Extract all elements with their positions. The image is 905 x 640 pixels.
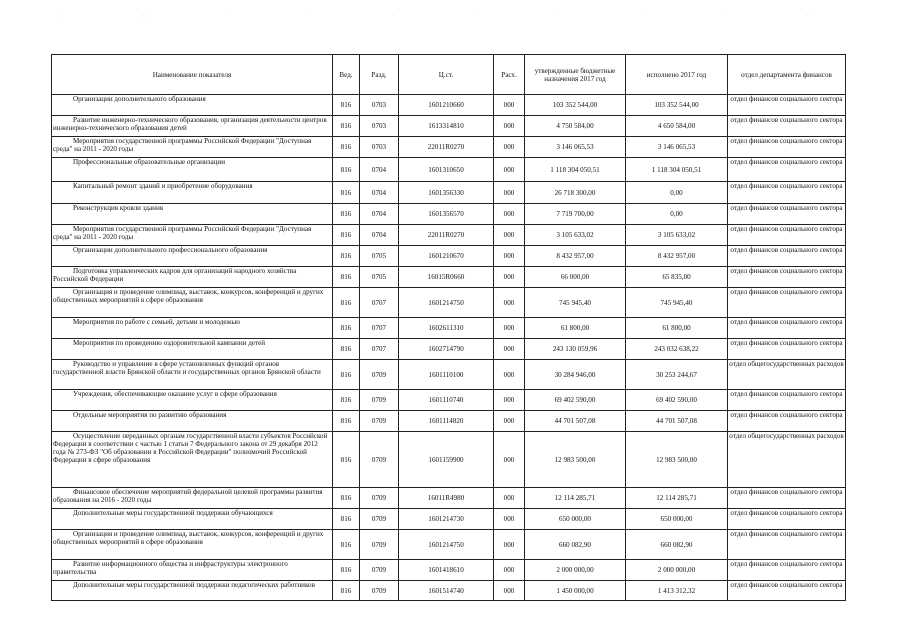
row-razd: 0704 [360,182,399,204]
row-rash: 000 [494,246,525,267]
row-rash: 000 [494,158,525,182]
row-approved: 69 402 590,00 [525,390,626,411]
row-approved: 2 000 000,00 [525,560,626,581]
row-rash: 000 [494,267,525,288]
row-ved: 816 [333,225,360,246]
row-name [52,288,333,318]
table-row [52,488,846,509]
table-row [52,95,846,116]
row-rash: 000 [494,488,525,509]
row-name [52,225,333,246]
row-dept: отдел финансов социального сектора [728,288,846,318]
row-approved: 660 082,90 [525,530,626,560]
row-razd: 0709 [360,509,399,530]
row-dept: отдел общегосударственных расходов [728,432,846,488]
row-cst: 1601159900 [399,432,494,488]
row-ved: 816 [333,509,360,530]
table-row [52,182,846,204]
table-row [52,581,846,601]
row-executed: 3 146 065,53 [626,137,728,158]
row-approved: 243 130 059,96 [525,339,626,360]
row-name-text: Развитие информационного общества и инфраструктуры электронного правительства [53,560,288,576]
row-dept: отдел финансов социального сектора [728,488,846,509]
row-cst: 1601310650 [399,158,494,182]
row-approved: 66 000,00 [525,267,626,288]
row-cst: 16015R0660 [399,267,494,288]
row-approved: 103 352 544,00 [525,95,626,116]
row-razd: 0707 [360,339,399,360]
table-row [52,360,846,390]
row-name [52,530,333,560]
table-row [52,530,846,560]
row-name-text: Организация и проведение олимпиад, выставок, конкурсов, конференций и других общественных мероприятий в сфере образования [53,288,324,304]
row-rash: 000 [494,137,525,158]
row-executed: 103 352 544,00 [626,95,728,116]
row-cst: 1601110100 [399,360,494,390]
row-approved: 1 450 000,00 [525,581,626,601]
row-approved: 745 945,40 [525,288,626,318]
row-razd: 0709 [360,581,399,601]
row-name [52,432,333,488]
row-ved: 816 [333,137,360,158]
row-ved: 816 [333,116,360,137]
row-ved: 816 [333,360,360,390]
row-executed: 2 000 000,00 [626,560,728,581]
row-ved: 816 [333,246,360,267]
row-ved: 816 [333,158,360,182]
row-dept: отдел финансов социального сектора [728,318,846,339]
row-cst: 1601110740 [399,390,494,411]
row-name-text: Развитие инженерно-технического образования, организация деятельности центров инженерно-технического образования детей [53,116,327,132]
row-ved: 816 [333,560,360,581]
row-cst: 1601214750 [399,530,494,560]
row-executed: 12 114 285,71 [626,488,728,509]
row-cst: 1601114820 [399,411,494,432]
row-name [52,488,333,509]
row-name-text: Дополнительные меры государственной поддержки педагогических работников [73,581,315,589]
row-approved: 650 000,00 [525,509,626,530]
row-razd: 0709 [360,432,399,488]
row-ved: 816 [333,267,360,288]
table-row [52,432,846,488]
table-row [52,246,846,267]
scan-artifact-dots: . . . . . . . . . . . . [60,12,849,24]
row-rash: 000 [494,530,525,560]
row-ved: 816 [333,581,360,601]
row-ved: 816 [333,318,360,339]
row-razd: 0709 [360,360,399,390]
row-dept: отдел общегосударственных расходов [728,360,846,390]
row-dept: отдел финансов социального сектора [728,390,846,411]
row-approved: 1 118 304 050,51 [525,158,626,182]
row-executed: 12 983 500,00 [626,432,728,488]
row-cst: 1601214750 [399,288,494,318]
row-razd: 0705 [360,267,399,288]
row-name [52,246,333,267]
row-name [52,158,333,182]
row-ved: 816 [333,411,360,432]
header-name: Наименование показателя [52,55,333,95]
row-name-text: Профессиональные образовательные организации [73,158,226,166]
row-name-text: Мероприятия по работе с семьей, детьми и молодежью [73,318,240,326]
row-rash: 000 [494,360,525,390]
row-rash: 000 [494,182,525,204]
row-name-text: Реконструкция кровли здания [73,204,164,212]
row-name [52,267,333,288]
row-ved: 816 [333,339,360,360]
header-dept: отдел департамента финансов [728,55,846,95]
row-rash: 000 [494,95,525,116]
row-rash: 000 [494,225,525,246]
header-approved: утвержденные бюджетные назначения 2017 год [525,55,626,95]
row-rash: 000 [494,116,525,137]
row-approved: 26 718 300,00 [525,182,626,204]
row-dept: отдел финансов социального сектора [728,204,846,225]
row-razd: 0709 [360,560,399,581]
row-name-text: Мероприятия государственной программы Российской Федерации "Доступная среда" на 2011 - 2020 годы [53,225,312,241]
row-approved: 3 105 633,02 [525,225,626,246]
table-row [52,158,846,182]
table-row [52,116,846,137]
row-rash: 000 [494,288,525,318]
budget-document [51,54,846,601]
row-dept: отдел финансов социального сектора [728,116,846,137]
table-row [52,267,846,288]
row-name [52,182,333,204]
row-dept: отдел финансов социального сектора [728,411,846,432]
row-razd: 0709 [360,530,399,560]
row-name [52,116,333,137]
row-approved: 30 284 946,00 [525,360,626,390]
row-razd: 0704 [360,204,399,225]
row-approved: 12 114 285,71 [525,488,626,509]
row-razd: 0703 [360,116,399,137]
row-dept: отдел финансов социального сектора [728,530,846,560]
row-name [52,137,333,158]
row-executed: 660 082,90 [626,530,728,560]
row-razd: 0707 [360,288,399,318]
row-name-text: Организации дополнительного профессионального образования [73,246,268,254]
row-name-text: Руководство и управление в сфере установленных функций органов государственной власти Брянской области и государственных органов Брянской области [53,360,321,376]
row-cst: 22011R0270 [399,225,494,246]
table-row [52,288,846,318]
table-row [52,137,846,158]
row-executed: 1 118 304 050,51 [626,158,728,182]
row-cst: 1602714790 [399,339,494,360]
row-name [52,560,333,581]
row-razd: 0704 [360,225,399,246]
header-executed: исполнено 2017 год [626,55,728,95]
row-name-text: Осуществление переданных органам государственной власти субъектов Российской Федерации в соответствии с частью 1 статьи 7 Федерального закона от 29 декабря 2012 года № 273-ФЗ "Об образовании в Российской Федерации" полномочий Российской Федерации в сфере образования [53,432,328,464]
row-razd: 0703 [360,137,399,158]
row-executed: 44 701 507,08 [626,411,728,432]
row-executed: 4 650 584,00 [626,116,728,137]
row-cst: 1601514740 [399,581,494,601]
row-cst: 1601356330 [399,182,494,204]
row-name-text: Мероприятия по проведению оздоровительной кампании детей [73,339,266,347]
row-rash: 000 [494,204,525,225]
row-approved: 4 750 584,00 [525,116,626,137]
row-executed: 3 105 633,02 [626,225,728,246]
row-cst: 1601356570 [399,204,494,225]
row-razd: 0709 [360,411,399,432]
row-cst: 1601214730 [399,509,494,530]
row-dept: отдел финансов социального сектора [728,560,846,581]
table-row [52,560,846,581]
row-name [52,318,333,339]
header-cst: Ц.ст. [399,55,494,95]
table-row [52,225,846,246]
row-executed: 8 432 957,00 [626,246,728,267]
row-rash: 000 [494,390,525,411]
row-executed: 69 402 590,00 [626,390,728,411]
row-razd: 0709 [360,488,399,509]
table-header-row [52,55,846,95]
row-rash: 000 [494,432,525,488]
row-executed: 61 800,00 [626,318,728,339]
row-dept: отдел финансов социального сектора [728,137,846,158]
header-razd: Разд. [360,55,399,95]
table-row [52,204,846,225]
row-dept: отдел финансов социального сектора [728,581,846,601]
row-razd: 0707 [360,318,399,339]
row-cst: 1602611310 [399,318,494,339]
row-approved: 3 146 065,53 [525,137,626,158]
row-cst: 22011R0270 [399,137,494,158]
row-rash: 000 [494,318,525,339]
row-approved: 44 701 507,08 [525,411,626,432]
row-name-text: Отдельные мероприятия по развитию образования [73,411,227,419]
row-executed: 30 253 244,67 [626,360,728,390]
table-row [52,411,846,432]
row-name-text: Дополнительные меры государственной поддержки обучающихся [73,509,273,517]
row-dept: отдел финансов социального сектора [728,225,846,246]
table-row [52,390,846,411]
row-ved: 816 [333,204,360,225]
row-executed: 745 945,40 [626,288,728,318]
row-name [52,509,333,530]
row-razd: 0703 [360,95,399,116]
row-cst: 1601210660 [399,95,494,116]
row-cst: 1601418610 [399,560,494,581]
row-dept: отдел финансов социального сектора [728,158,846,182]
row-approved: 7 719 700,00 [525,204,626,225]
row-name-text: Финансовое обеспечение мероприятий федеральной целевой программы развития образования на 2016 - 2020 годы [53,488,323,504]
row-name [52,390,333,411]
row-name [52,411,333,432]
table-row [52,339,846,360]
row-name [52,204,333,225]
row-razd: 0705 [360,246,399,267]
row-approved: 8 432 957,00 [525,246,626,267]
row-rash: 000 [494,411,525,432]
row-ved: 816 [333,530,360,560]
table-row [52,318,846,339]
row-name-text: Капитальный ремонт зданий и приобретение оборудования [73,182,253,190]
header-rash: Расх. [494,55,525,95]
row-rash: 000 [494,581,525,601]
row-executed: 0,00 [626,204,728,225]
table-row [52,509,846,530]
row-razd: 0709 [360,390,399,411]
row-name [52,360,333,390]
row-dept: отдел финансов социального сектора [728,509,846,530]
row-ved: 816 [333,390,360,411]
row-name-text: Мероприятия государственной программы Российской Федерации "Доступная среда" на 2011 - 2020 годы [53,137,312,153]
row-ved: 816 [333,432,360,488]
row-executed: 650 000,00 [626,509,728,530]
table-body [52,95,846,601]
budget-table [51,54,846,601]
row-name-text: Организации дополнительного образования [73,95,206,103]
row-dept: отдел финансов социального сектора [728,339,846,360]
row-dept: отдел финансов социального сектора [728,95,846,116]
row-dept: отдел финансов социального сектора [728,246,846,267]
row-ved: 816 [333,182,360,204]
row-executed: 0,00 [626,182,728,204]
row-name [52,95,333,116]
row-ved: 816 [333,95,360,116]
row-ved: 816 [333,288,360,318]
row-name-text: Учреждения, обеспечивающие оказание услуг в сфере образования [73,390,277,398]
row-dept: отдел финансов социального сектора [728,267,846,288]
row-cst: 16011R4980 [399,488,494,509]
row-name-text: Подготовка управленческих кадров для организаций народного хозяйства Российской Федерации [53,267,297,283]
row-dept: отдел финансов социального сектора [728,182,846,204]
row-approved: 61 800,00 [525,318,626,339]
row-name [52,339,333,360]
row-executed: 65 835,00 [626,267,728,288]
row-rash: 000 [494,339,525,360]
row-approved: 12 983 500,00 [525,432,626,488]
row-executed: 243 032 638,22 [626,339,728,360]
row-name-text: Организация и проведение олимпиад, выставок, конкурсов, конференций и других общественных мероприятий в сфере образования [53,530,324,546]
row-rash: 000 [494,509,525,530]
row-executed: 1 413 312,32 [626,581,728,601]
row-name [52,581,333,601]
row-razd: 0704 [360,158,399,182]
row-rash: 000 [494,560,525,581]
header-ved: Вед. [333,55,360,95]
row-cst: 1613314810 [399,116,494,137]
row-cst: 1601210670 [399,246,494,267]
row-ved: 816 [333,488,360,509]
